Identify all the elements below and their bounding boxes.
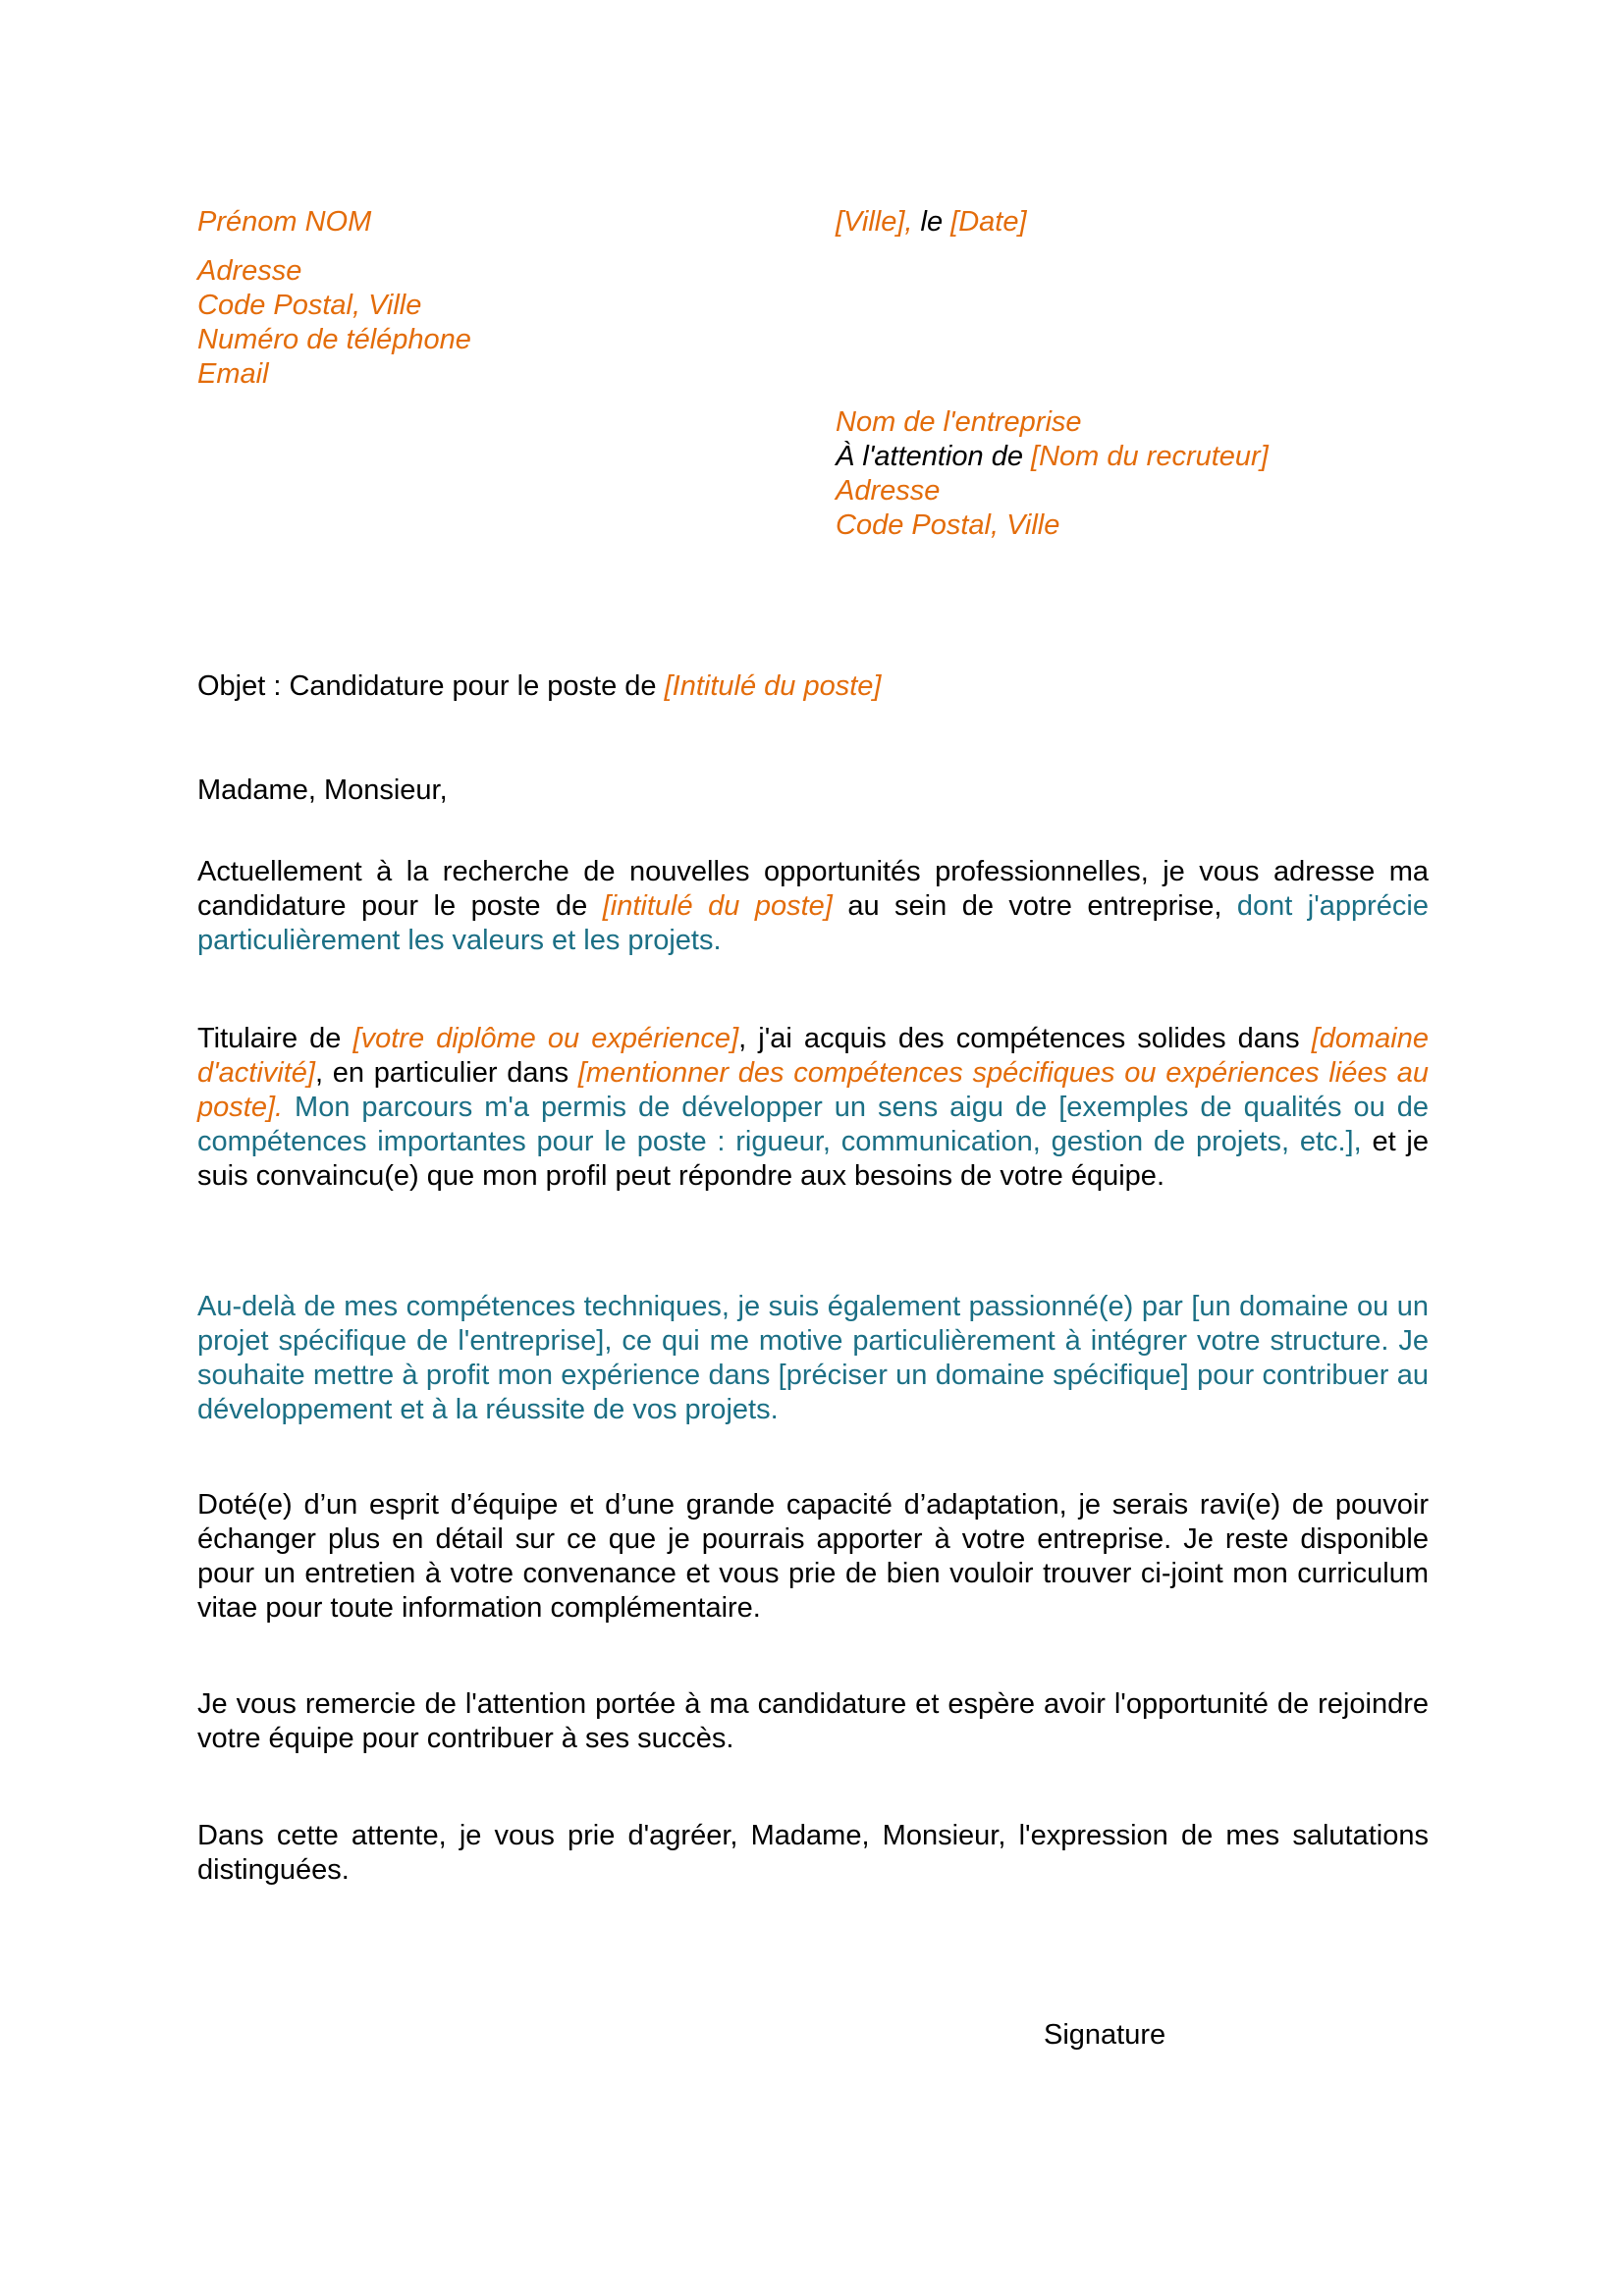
letter-date: [Date]: [950, 206, 1027, 238]
place-date: [836, 205, 1027, 240]
p2-placeholder-diploma: [votre diplôme ou expérience]: [352, 1023, 739, 1054]
place-city: [Ville],: [836, 206, 913, 238]
p2-placeholder-skills: [mentionner des compétences spécifiques ou expériences liées au poste].: [197, 1057, 1429, 1123]
recipient-recruiter: [Nom du recruteur]: [1031, 441, 1269, 472]
sender-contact: [197, 254, 471, 392]
p1-suggestion: dont j'apprécie particulièrement les valeurs et les projets.: [197, 890, 1430, 956]
p2-placeholder-domain: [domaine d'activité]: [197, 1023, 1429, 1089]
recipient-postal-city: Code Postal, Ville: [836, 509, 1060, 541]
p1-placeholder-position: [intitulé du poste]: [602, 890, 833, 922]
signature-label: Signature: [1044, 2019, 1166, 2051]
paragraph-6: Dans cette attente, je vous prie d'agréer, Madame, Monsieur, l'expression de mes salutations distinguées.: [197, 1820, 1429, 1886]
recipient-company: Nom de l'entreprise: [836, 406, 1082, 438]
subject-position: [Intitulé du poste]: [664, 670, 882, 702]
sender-name: Prénom NOM: [197, 206, 372, 238]
p2-text-e: , en particulier dans: [314, 1057, 569, 1089]
paragraph-5: Je vous remercie de l'attention portée à ma candidature et espère avoir l'opportunité de rejoindre votre équipe pour contribuer à ses succès.: [197, 1688, 1429, 1754]
subject-line: [197, 669, 881, 704]
signature: [1044, 2018, 1165, 2053]
sender-email: Email: [197, 358, 269, 390]
subject-prefix: Objet : Candidature pour le poste de: [197, 670, 657, 702]
recipient-address: Adresse: [836, 475, 941, 507]
paragraph-1: [197, 855, 1429, 958]
sender-address: Adresse: [197, 255, 302, 287]
salutation-text: Madame, Monsieur,: [197, 774, 448, 806]
p1-text-a: Actuellement à la recherche de nouvelles opportunités professionnelles, je vous adresse ma candidature pour le poste de: [197, 856, 1429, 922]
p2-suggestion: Mon parcours m'a permis de développer un sens aigu de [exemples de qualités ou de compétences importantes pour le poste : rigueur, communication, gestion de projets, etc.],: [197, 1092, 1429, 1157]
recipient-block: [836, 405, 1269, 543]
p2-text-a: Titulaire de: [197, 1023, 342, 1054]
p1-text-c: au sein de votre entreprise,: [847, 890, 1222, 922]
paragraph-4: Doté(e) d’un esprit d’équipe et d’une grande capacité d’adaptation, je serais ravi(e) de pouvoir échanger plus en détail sur ce que je pourrais apporter à votre entreprise. Je reste disponible pour un entretien à votre convenance et vous prie de bien vouloir trouver ci-joint mon curriculum vitae pour toute information complémentaire.: [197, 1489, 1429, 1624]
p2-text-h: et je suis convaincu(e) que mon profil peut répondre aux besoins de votre équipe.: [197, 1126, 1430, 1192]
paragraph-3: Au-delà de mes compétences techniques, je suis également passionné(e) par [un domaine ou un projet spécifique de l'entreprise], ce qui me motive particulièrement à intégrer votre structure. Je souhaite mettre à profit mon expérience dans [préciser un domaine spécifique] pour contribuer au développement et à la réussite de vos projets.: [197, 1291, 1429, 1425]
sender-phone: Numéro de téléphone: [197, 324, 471, 355]
p2-text-c: , j'ai acquis des compétences solides dans: [738, 1023, 1300, 1054]
place-date-connector: le: [920, 206, 944, 238]
sender-block: [197, 205, 371, 240]
sender-postal-city: Code Postal, Ville: [197, 290, 422, 321]
salutation: [197, 774, 448, 808]
paragraph-2: [197, 1022, 1429, 1194]
attention-prefix: À l'attention de: [836, 441, 1023, 472]
